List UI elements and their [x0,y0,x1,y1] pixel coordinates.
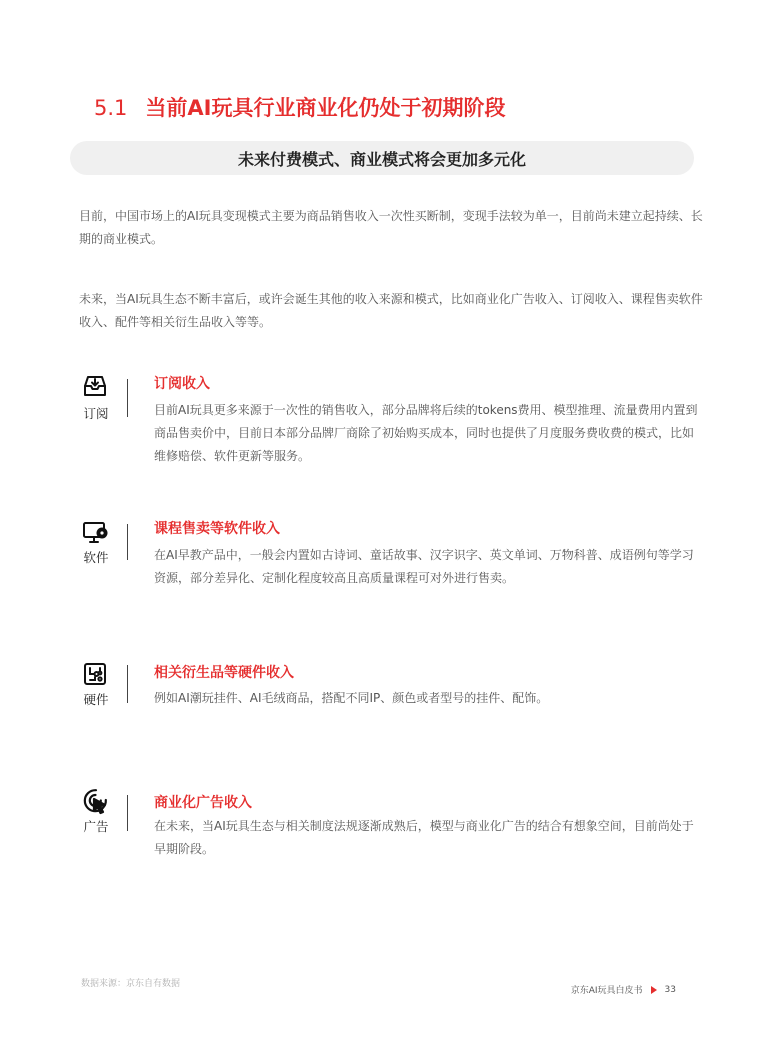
paragraph-current: 目前，中国市场上的AI玩具变现模式主要为商品销售收入一次性买断制，变现手法较为单一，目前尚未建立起持续、长期的商业模式。 [79,209,703,246]
paragraph-future: 未来，当AI玩具生态不断丰富后，或许会诞生其他的收入来源和模式，比如商业化广告收入、订阅收入、课程售卖软件收入、配件等相关衍生品收入等等。 [79,292,703,329]
subtitle-banner: 未来付费模式、商业模式将会更加多元化 [70,141,694,175]
item-desc-software: 在AI早教产品中，一般会内置如古诗词、童话故事、汉字识字、英文单词、万物科普、成语例句等学习资源，部分差异化、定制化程度较高且高质量课程可对外进行售卖。 [154,548,694,585]
item-desc-hardware: 例如AI潮玩挂件、AI毛绒商品，搭配不同IP、颜色或者型号的挂件、配饰。 [154,691,549,705]
section-title-text: 当前AI玩具行业商业化仍处于初期阶段 [145,96,506,120]
page-footer [571,983,676,996]
target-cursor-icon [78,786,112,816]
inbox-download-icon [78,371,112,401]
item-caption-subscription: 订阅 [83,406,109,421]
page-number: 33 [664,984,676,995]
item-desc-subscription: 目前AI玩具更多来源于一次性的销售收入，部分品牌将后续的tokens费用、模型推理、流量费用内置到商品售卖价中，目前日本部分品牌厂商除了初始购买成本，同时也提供了月度服务费收费的模式，比如维修赔偿、软件更新等服务。 [154,403,698,463]
publication-name: 京东AI玩具白皮书 [570,986,643,996]
item-desc-advertising: 在未来，当AI玩具生态与相关制度法规逐渐成熟后，模型与商业化广告的结合有想象空间，目前尚处于早期阶段。 [154,819,694,856]
item-divider [127,665,128,703]
section-title [94,92,505,122]
section-number: 5.1 [94,96,128,120]
circuit-board-icon [78,659,112,689]
item-title-software: 课程售卖等软件收入 [154,521,280,537]
item-divider [127,379,128,417]
item-title-subscription: 订阅收入 [154,376,210,392]
item-title-advertising: 商业化广告收入 [154,795,252,811]
data-source-note: 数据来源：京东自有数据 [81,979,181,989]
item-caption-software: 软件 [83,550,109,565]
item-divider [127,524,128,560]
item-divider [127,795,128,831]
arrow-right-icon [651,986,657,994]
item-title-hardware: 相关衍生品等硬件收入 [154,665,294,681]
item-caption-advertising: 广告 [83,819,109,834]
monitor-disc-icon [78,517,112,547]
item-caption-hardware: 硬件 [83,692,109,707]
